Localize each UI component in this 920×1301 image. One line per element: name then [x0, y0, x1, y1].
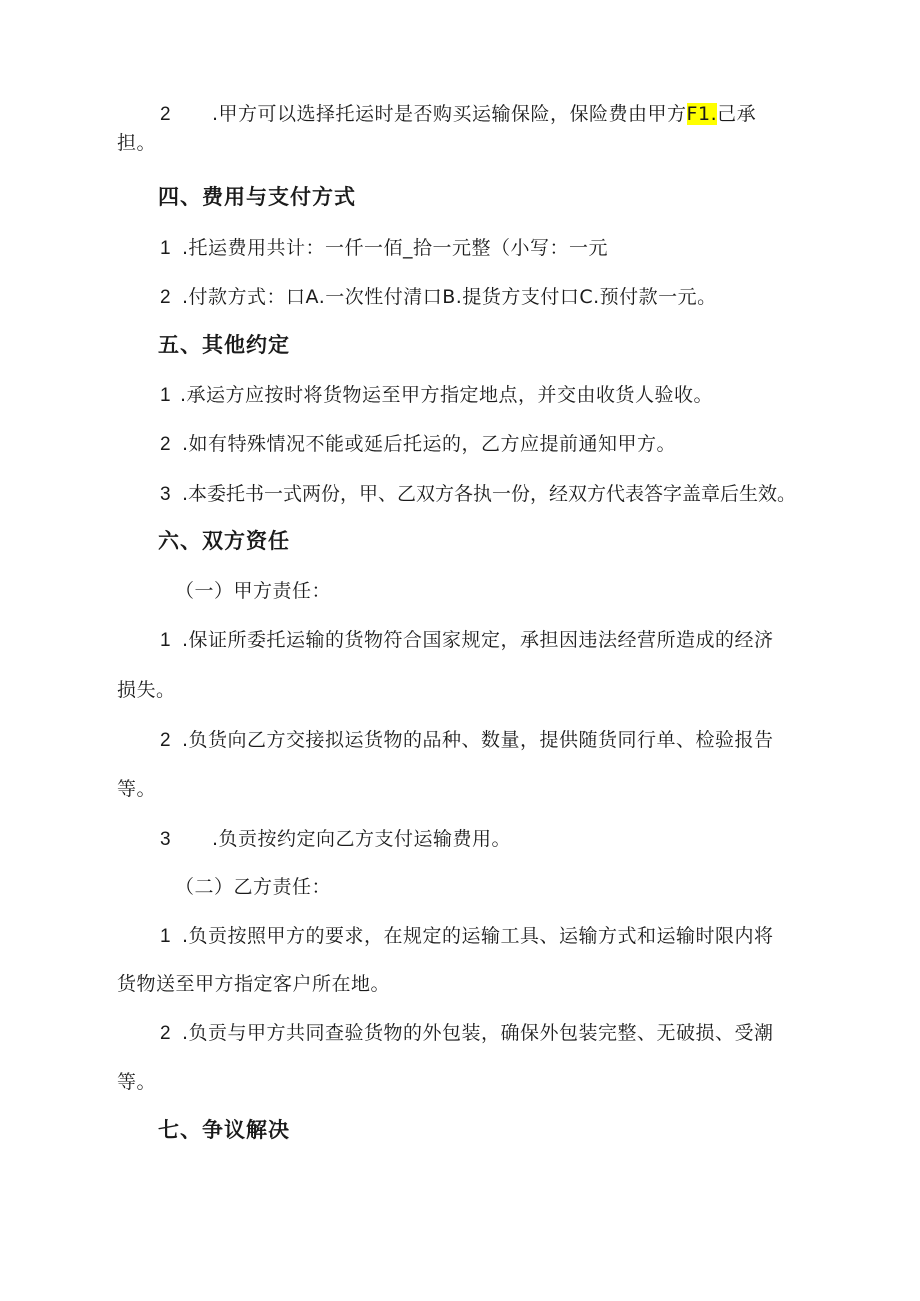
section-heading-6: 六、双方资任: [158, 529, 290, 553]
party-b-item-1: [160, 924, 774, 949]
clause-item-2: [160, 102, 756, 127]
section-heading-7: 七、争议解决: [158, 1118, 290, 1142]
clause-continuation: 货物送至甲方指定客户所在地。: [117, 973, 391, 995]
section-heading-5: 五、其他约定: [158, 333, 290, 357]
s4-item-2: [160, 285, 717, 310]
s5-item-3: [160, 482, 796, 507]
party-a-item-1: [160, 628, 774, 653]
clause-continuation: 担。: [117, 132, 157, 154]
item-number: 1: [160, 385, 172, 406]
item-number: 1: [160, 926, 172, 947]
item-number: 2: [160, 1023, 172, 1044]
clause-text-tail: 己承: [717, 103, 757, 125]
party-a-item-3: [160, 827, 511, 852]
clause-continuation: 等。: [117, 1071, 157, 1093]
clause-text: .甲方可以选择托运时是否购买运输保险，保险费由甲方: [212, 103, 687, 125]
clause-text: .保证所委托运输的货物符合国家规定，承担因违法经营所造成的经济: [182, 629, 774, 651]
party-b-item-2: [160, 1021, 774, 1046]
item-number: 2: [160, 730, 172, 751]
item-number: 2: [160, 287, 172, 308]
clause-text: .托运费用共计：一仟一佰_拾一元整（小写：一元: [182, 237, 609, 259]
item-number: 1: [160, 630, 172, 651]
party-a-item-2: [160, 728, 774, 753]
item-number: 2: [160, 434, 172, 455]
s5-item-2: [160, 432, 676, 457]
item-number: 3: [160, 829, 172, 850]
highlighted-text: F1.: [686, 103, 718, 125]
clause-text: .承运方应按时将货物运至甲方指定地点，并交由收货人验收。: [180, 384, 714, 406]
s4-item-1: [160, 236, 608, 261]
item-number: 3: [160, 484, 171, 505]
clause-continuation: 等。: [117, 778, 157, 800]
item-number: 1: [160, 238, 172, 259]
clause-text: .负贡与甲方共同查验货物的外包装，确保外包装完整、无破损、受潮: [182, 1022, 774, 1044]
clause-text: .负贡按照甲方的要求，在规定的运输工具、运输方式和运输时限内将: [182, 925, 774, 947]
party-b-subheading: （二）乙方责任：: [175, 876, 332, 898]
clause-text: .如有特殊情况不能或延后托运的，乙方应提前通知甲方。: [182, 433, 677, 455]
clause-text: .付款方式：口A.一次性付清口B.提货方支付口C.预付款一元。: [182, 286, 717, 308]
clause-text: .负货向乙方交接拟运货物的品种、数量，提供随货同行单、检验报告: [182, 729, 774, 751]
clause-text: .负贡按约定向乙方支付运输费用。: [212, 828, 512, 850]
clause-continuation: 损失。: [117, 679, 176, 701]
item-number: 2: [160, 104, 172, 125]
clause-text: .本委托书一式两份，甲、乙双方各执一份，经双方代表答字盖章后生效。: [182, 483, 797, 505]
section-heading-4: 四、费用与支付方式: [158, 185, 356, 209]
s5-item-1: [160, 383, 713, 408]
party-a-subheading: （一）甲方责任：: [175, 580, 332, 602]
